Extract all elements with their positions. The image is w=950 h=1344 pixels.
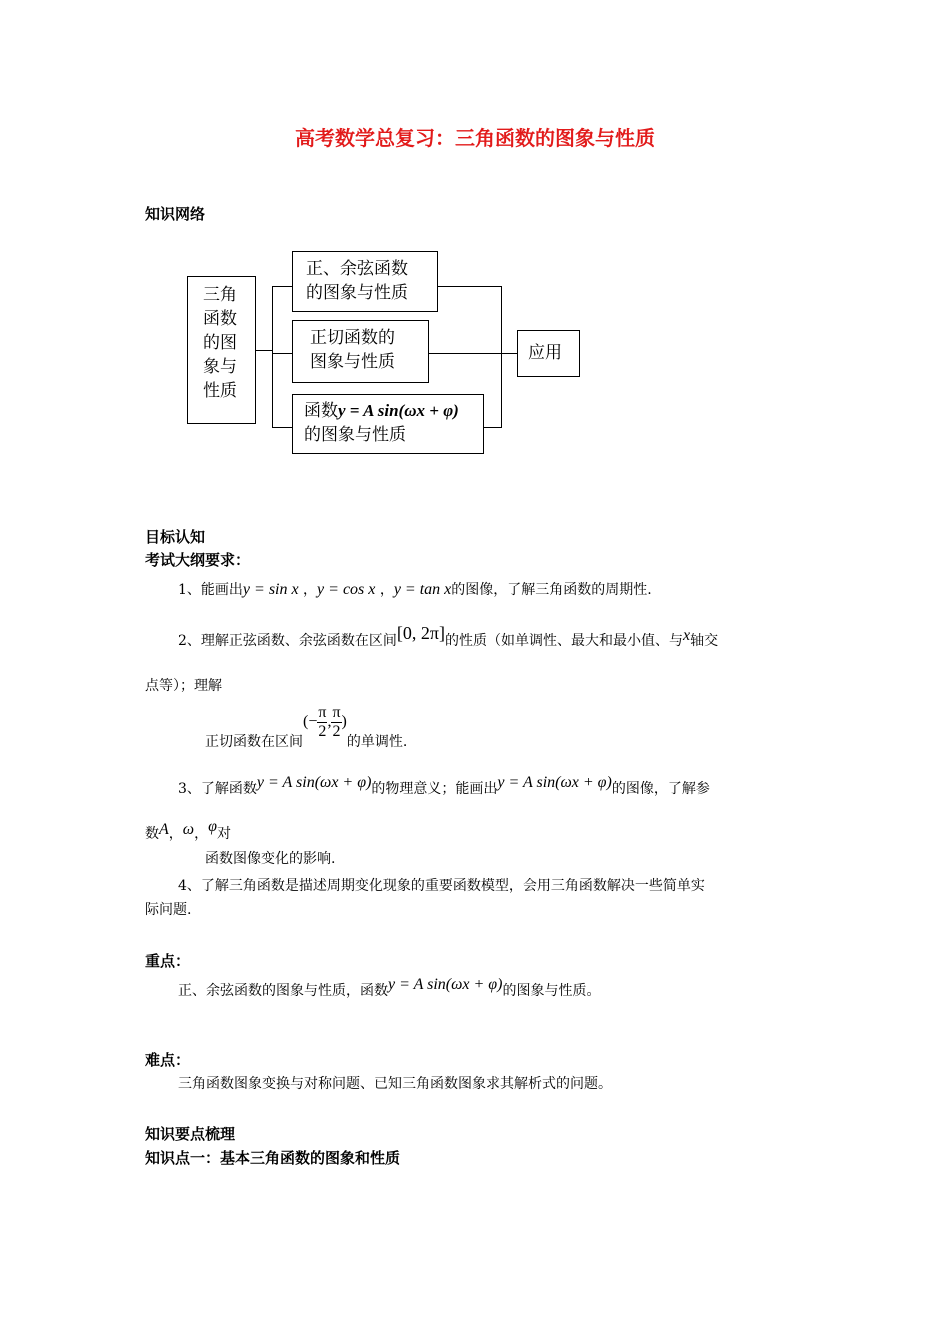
- requirement-3: [178, 774, 710, 798]
- fraction-numerator: π: [318, 704, 327, 721]
- box-line: 正、余弦函数: [306, 259, 408, 279]
- requirement-2-line2: 点等）；理解: [145, 678, 222, 694]
- connector: [256, 350, 273, 351]
- formula: y = A sin(ωx + φ): [256, 774, 372, 791]
- text: 3、了解函数: [178, 781, 257, 797]
- requirement-3-line2: 数A，ω，φ对: [145, 818, 231, 842]
- requirement-2-line3: [205, 700, 408, 751]
- text: 1、能画出: [178, 582, 243, 598]
- requirement-3-line3: 函数图像变化的影响.: [205, 851, 336, 867]
- connector: [272, 427, 293, 428]
- connector: [272, 286, 273, 428]
- formula: y = A sin(ωx + φ): [497, 774, 612, 791]
- box-asin: [292, 394, 484, 454]
- text: 2、理解正弦函数、余弦函数在区间: [178, 633, 397, 649]
- root-line: 象与: [203, 357, 237, 377]
- section-heading-goals: 目标认知: [145, 528, 206, 546]
- section-heading-network: 知识网络: [145, 205, 206, 223]
- text: 轴交: [690, 633, 719, 649]
- box-sin-cos: [292, 251, 438, 312]
- connector: [438, 286, 502, 287]
- formula: y = A sin(ωx + φ): [388, 976, 503, 993]
- text: 的图象与性质。: [502, 983, 601, 999]
- formula: φ: [208, 818, 217, 835]
- text: 的图像，了解参: [611, 781, 710, 797]
- formula: y = A sin(ωx + φ): [338, 401, 459, 420]
- requirement-4: 4、了解三角函数是描述周期变化现象的重要函数模型，会用三角函数解决一些简单实: [178, 878, 705, 894]
- root-line: 性质: [203, 381, 237, 401]
- section-heading-summary: 知识要点梳理: [145, 1125, 236, 1143]
- root-line: 三角: [203, 285, 237, 305]
- difficult-points-text: 三角函数图象变换与对称问题、已知三角函数图象求其解析式的问题。: [178, 1076, 612, 1092]
- box-tan: [292, 320, 429, 383]
- box-line: 函数: [304, 401, 338, 421]
- root-line: 函数: [203, 309, 237, 329]
- connector: [429, 353, 518, 354]
- box-application: [517, 330, 580, 377]
- section-heading-key: 重点：: [145, 952, 191, 970]
- box-line: 应用: [528, 343, 562, 363]
- text: 的单调性.: [346, 734, 408, 751]
- requirement-1: 1、能画出y = sin x ，y = cos x ，y = tan x的图像，了解三角函数的周期性.: [178, 581, 652, 598]
- text: 的图像，了解三角函数的周期性.: [451, 582, 652, 598]
- box-line: 图象与性质: [310, 352, 395, 372]
- key-points-text: [178, 976, 601, 1000]
- root-line: 的图: [203, 333, 237, 353]
- formula: A: [159, 821, 169, 838]
- connector: [484, 427, 502, 428]
- formula: y = sin x: [242, 581, 299, 598]
- page-title: 高考数学总复习：三角函数的图象与性质: [295, 126, 655, 150]
- connector: [501, 286, 502, 428]
- requirement-2: [178, 623, 719, 650]
- text: 的性质（如单调性、最大和最小值、与: [445, 633, 683, 649]
- outline-heading: 考试大纲要求：: [145, 551, 251, 569]
- text: 正、余弦函数的图象与性质，函数: [178, 983, 388, 999]
- formula: x: [683, 627, 691, 644]
- text: 对: [216, 826, 231, 842]
- text: 的物理意义；能画出: [371, 781, 498, 797]
- text: 正切函数在区间: [205, 734, 303, 751]
- root-box: [187, 276, 256, 424]
- connector: [272, 286, 293, 287]
- formula: ω: [182, 821, 195, 838]
- box-line: 的图象与性质: [304, 425, 406, 445]
- section-heading-difficult: 难点：: [145, 1051, 191, 1069]
- requirement-4-line2: 际问题.: [145, 902, 192, 918]
- knowledge-point-1-heading: 知识点一：基本三角函数的图象和性质: [145, 1149, 401, 1167]
- fraction-numerator: π: [332, 704, 341, 721]
- formula: y = cos x: [317, 581, 376, 598]
- fraction-denominator: 2: [318, 723, 327, 740]
- fraction-denominator: 2: [332, 723, 341, 740]
- box-line: 的图象与性质: [306, 283, 408, 303]
- formula: y = tan x: [393, 581, 452, 598]
- interval-formula: (− $\frac{\pi}{2}$ , $\frac{\pi}{2}$ ): [303, 704, 347, 740]
- box-line: 正切函数的: [310, 328, 395, 348]
- connector: [272, 353, 293, 354]
- formula: [0, 2π]: [396, 623, 445, 643]
- text: 数: [145, 826, 159, 842]
